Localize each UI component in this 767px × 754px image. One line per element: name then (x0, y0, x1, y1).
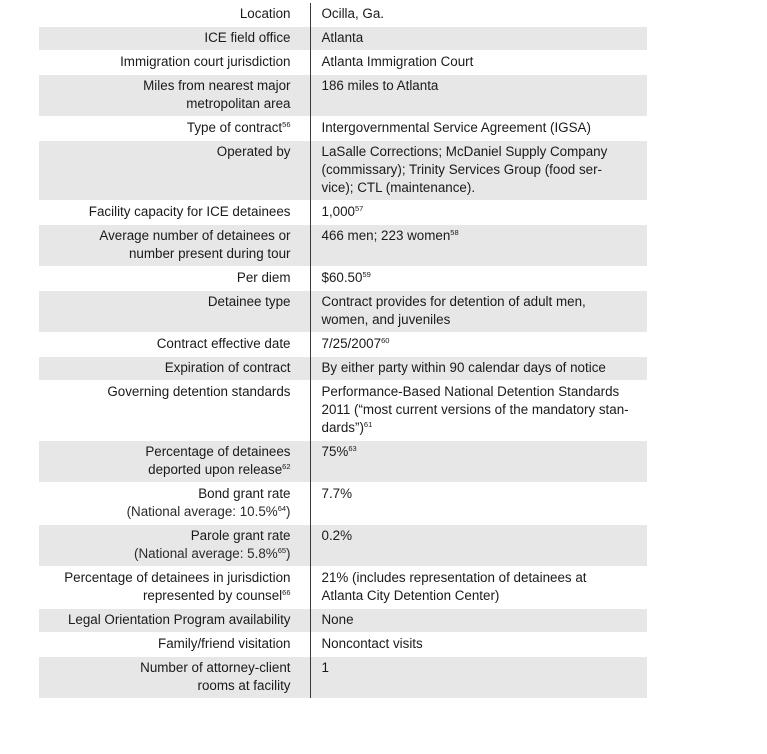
row-label (39, 357, 310, 381)
row-label-line: Number of attorney-client (140, 660, 291, 675)
row-value (310, 609, 647, 633)
table-row (39, 75, 647, 117)
row-value-line: 7.7% (321, 486, 353, 501)
row-label-line: Bond grant rate (198, 486, 291, 501)
footnote-ref: 58 (450, 228, 459, 237)
row-value (310, 633, 647, 657)
row-value-line: 186 miles to Atlanta (321, 78, 439, 93)
row-label-line: (National average: 10.5% (126, 504, 278, 519)
row-label (39, 567, 310, 609)
row-value (310, 117, 647, 141)
row-label-line: deported upon release (148, 462, 283, 477)
row-label-line: number present during tour (128, 246, 291, 261)
row-label-line: Percentage of detainees in jurisdiction (64, 570, 291, 585)
row-label (39, 201, 310, 225)
row-label-line: Parole grant rate (190, 528, 291, 543)
row-label-line: Operated by (216, 144, 291, 159)
row-value-line: Atlanta City Detention Center) (321, 588, 500, 603)
row-value-line: Ocilla, Ga. (321, 6, 385, 21)
row-label (39, 267, 310, 291)
footnote-ref: 61 (363, 420, 373, 429)
row-value-line: 1,000 (321, 204, 356, 219)
table-row (39, 225, 647, 267)
row-value (310, 3, 647, 27)
row-label-line: ICE field office (204, 30, 291, 45)
row-value (310, 483, 647, 525)
row-value (310, 141, 647, 201)
row-label-line: Legal Orientation Program availability (67, 612, 291, 627)
row-value (310, 75, 647, 117)
row-value-line: Atlanta Immigration Court (321, 54, 474, 69)
table-row (39, 267, 647, 291)
table-row (39, 51, 647, 75)
footnote-ref: 62 (282, 462, 291, 471)
row-value (310, 357, 647, 381)
row-value-line: LaSalle Corrections; McDaniel Supply Company (321, 144, 608, 159)
row-label-line: Average number of detainees or (99, 228, 291, 243)
footnote-ref: 65 (277, 546, 287, 555)
row-value (310, 381, 647, 441)
row-label-line: Percentage of detainees (145, 444, 291, 459)
row-value-line: 21% (includes representation of detainees at (321, 570, 587, 585)
row-label-line: metropolitan area (186, 96, 291, 111)
row-label-line: Type of contract (186, 120, 283, 135)
row-label-line: Immigration court jurisdiction (120, 54, 291, 69)
footnote-ref: 56 (282, 120, 291, 129)
row-label (39, 609, 310, 633)
row-value (310, 201, 647, 225)
row-value (310, 225, 647, 267)
row-label (39, 51, 310, 75)
row-value-line: Atlanta (321, 30, 364, 45)
row-label-suffix: ) (286, 504, 291, 519)
row-value-line: Noncontact visits (321, 636, 423, 651)
row-value-line: 2011 (“most current versions of the mandatory stan- (321, 402, 629, 417)
row-value (310, 657, 647, 699)
table-row (39, 3, 647, 27)
row-value-line: Contract provides for detention of adult men, (321, 294, 586, 309)
row-label (39, 225, 310, 267)
row-label (39, 381, 310, 441)
row-value-line: Intergovernmental Service Agreement (IGSA) (321, 120, 591, 135)
table-row (39, 525, 647, 567)
facility-info-table-body (39, 3, 647, 698)
row-value-line: By either party within 90 calendar days of notice (321, 360, 606, 375)
footnote-ref: 64 (277, 504, 287, 513)
row-value-line: women, and juveniles (321, 312, 451, 327)
facility-info-table (39, 3, 647, 698)
row-label-line: Facility capacity for ICE detainees (88, 204, 291, 219)
row-value-line: 7/25/2007 (321, 336, 382, 351)
row-value (310, 267, 647, 291)
row-value-line: None (321, 612, 354, 627)
row-label (39, 141, 310, 201)
footnote-ref: 59 (362, 270, 371, 279)
table-row (39, 141, 647, 201)
table-row (39, 567, 647, 609)
row-label-line: Miles from nearest major (143, 78, 291, 93)
table-row (39, 633, 647, 657)
row-label (39, 333, 310, 357)
row-label-line: Expiration of contract (164, 360, 291, 375)
row-label (39, 75, 310, 117)
row-value (310, 27, 647, 51)
row-label (39, 657, 310, 699)
table-row (39, 483, 647, 525)
row-value-line: (commissary); Trinity Services Group (food ser- (321, 162, 603, 177)
row-value (310, 441, 647, 483)
row-value-line: $60.50 (321, 270, 363, 285)
row-label (39, 27, 310, 51)
row-value (310, 525, 647, 567)
row-label (39, 483, 310, 525)
footnote-ref: 63 (348, 444, 357, 453)
row-label-line: (National average: 5.8% (134, 546, 278, 561)
row-value (310, 333, 647, 357)
row-value-line: 75% (321, 444, 349, 459)
row-value-line: 1 (321, 660, 329, 675)
table-row (39, 441, 647, 483)
row-value-line: Performance-Based National Detention Standards (321, 384, 620, 399)
row-label-line: Detainee type (207, 294, 291, 309)
row-label-line: Location (239, 6, 291, 21)
row-value-line: 0.2% (321, 528, 353, 543)
row-value-line: 466 men; 223 women (321, 228, 451, 243)
table-row (39, 357, 647, 381)
footnote-ref: 66 (282, 588, 291, 597)
table-row (39, 291, 647, 333)
row-label-line: Contract effective date (156, 336, 291, 351)
table-row (39, 201, 647, 225)
row-value (310, 51, 647, 75)
footnote-ref: 60 (381, 336, 390, 345)
table-row (39, 117, 647, 141)
row-label-suffix: ) (286, 546, 291, 561)
table-row (39, 27, 647, 51)
row-label-line: Per diem (236, 270, 291, 285)
row-label (39, 117, 310, 141)
row-label (39, 3, 310, 27)
row-label-line: rooms at facility (197, 678, 291, 693)
row-label (39, 291, 310, 333)
row-label-line: represented by counsel (142, 588, 283, 603)
row-value (310, 567, 647, 609)
row-label (39, 633, 310, 657)
row-label-line: Family/friend visitation (158, 636, 291, 651)
row-value (310, 291, 647, 333)
row-value-line: dards”) (321, 420, 364, 435)
row-label-line: Governing detention standards (107, 384, 291, 399)
table-row (39, 381, 647, 441)
row-value-line: vice); CTL (maintenance). (321, 180, 476, 195)
table-row (39, 657, 647, 699)
footnote-ref: 57 (355, 204, 364, 213)
table-row (39, 333, 647, 357)
row-label (39, 441, 310, 483)
row-label (39, 525, 310, 567)
table-row (39, 609, 647, 633)
